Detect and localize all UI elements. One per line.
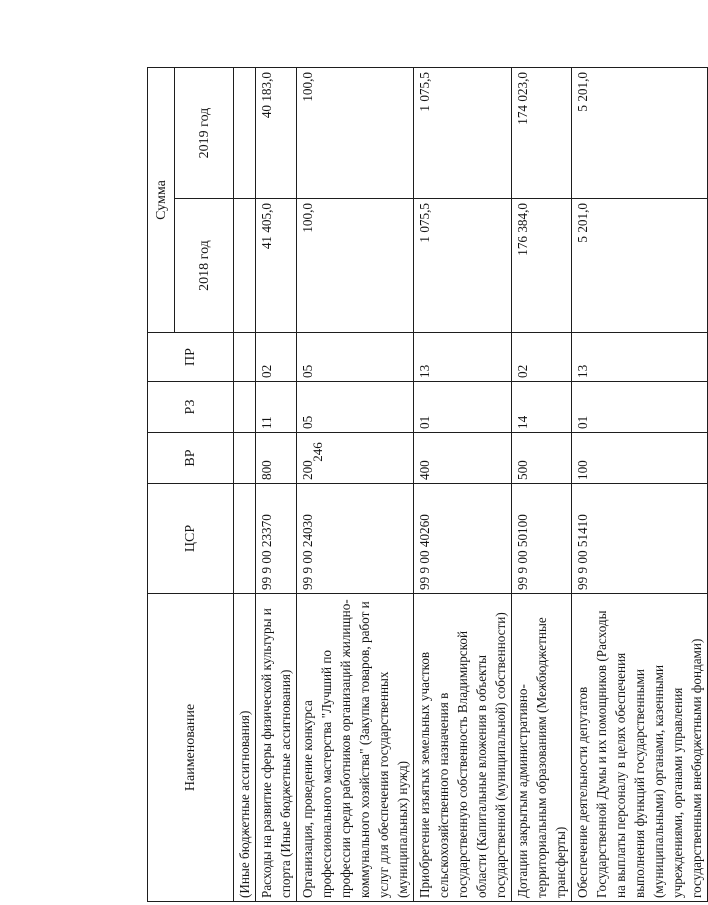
cell-name: Обеспечение деятельности депутатов Государственной Думы и их помощников (Расходы на выплаты персоналу в целях обеспечения выполнения функций государственными (муниципальными) органами, казенными учреждениями, органами управления государственными внебюджетными фондами): [572, 594, 708, 902]
cell-2019: [234, 68, 256, 199]
cell-2019: 5 201,0: [572, 68, 708, 199]
cell-csr: 99 9 00 23370: [256, 484, 297, 594]
cell-pr: 05: [297, 333, 414, 382]
header-sum: Сумма: [148, 68, 175, 333]
budget-table: [147, 67, 708, 902]
cell-pr: 13: [572, 333, 708, 382]
cell-csr: 99 9 00 40260: [414, 484, 512, 594]
cell-vr: 100: [572, 433, 708, 484]
cell-vr: 500: [512, 433, 572, 484]
table-row: [414, 68, 512, 902]
cell-2018: 41 405,0: [256, 199, 297, 333]
cell-pr: 02: [256, 333, 297, 382]
header-name: Наименование: [148, 594, 234, 902]
cell-2019: 1 075,5: [414, 68, 512, 199]
header-csr: ЦСР: [148, 484, 234, 594]
header-rz: РЗ: [148, 382, 234, 433]
header-pr: ПР: [148, 333, 234, 382]
cell-rz: 01: [414, 382, 512, 433]
header-year-2018: 2018 год: [175, 199, 234, 333]
cell-rz: [234, 382, 256, 433]
cell-vr: [234, 433, 256, 484]
cell-2018: 1 075,5: [414, 199, 512, 333]
cell-vr: 800: [256, 433, 297, 484]
cell-pr: 13: [414, 333, 512, 382]
cell-rz: 14: [512, 382, 572, 433]
cell-csr: 99 9 00 24030: [297, 484, 414, 594]
cell-name: Расходы на развитие сферы физической культуры и спорта (Иные бюджетные ассигнования): [256, 594, 297, 902]
cell-name: Приобретение изъятых земельных участков сельскохозяйственного назначения в государственную собственность Владимирской области (Капитальные вложения в объекты государственной (муниципальной) собственности): [414, 594, 512, 902]
cell-2019: 100,0: [297, 68, 414, 199]
cell-csr: 99 9 00 50100: [512, 484, 572, 594]
cell-name: Дотации закрытым административно-территориальным образованиям (Межбюджетные трансферты): [512, 594, 572, 902]
cell-pr: [234, 333, 256, 382]
cell-pr: 02: [512, 333, 572, 382]
rotated-page-content: [147, 62, 704, 902]
table-row: [572, 68, 708, 902]
cell-2019: 40 183,0: [256, 68, 297, 199]
cell-2018: 176 384,0: [512, 199, 572, 333]
cell-csr: 99 9 00 51410: [572, 484, 708, 594]
cell-rz: 11: [256, 382, 297, 433]
header-vr: ВР: [148, 433, 234, 484]
cell-vr: 200: [297, 433, 414, 484]
table-row: [234, 68, 256, 902]
table-row: [256, 68, 297, 902]
cell-name: (Иные бюджетные ассигнования): [234, 594, 256, 902]
cell-2018: 100,0: [297, 199, 414, 333]
page-number: 246: [310, 442, 325, 462]
cell-csr: [234, 484, 256, 594]
table-row: [297, 68, 414, 902]
cell-2019: 174 023,0: [512, 68, 572, 199]
cell-rz: 01: [572, 382, 708, 433]
cell-name: Организация, проведение конкурса профессионального мастерства "Лучший по профессии среди работников организаций жилищно-коммунального хозяйства" (Закупка товаров, работ и услуг для обеспечения государственных (муниципальных) нужд): [297, 594, 414, 902]
cell-vr: 400: [414, 433, 512, 484]
table-row: [512, 68, 572, 902]
cell-2018: 5 201,0: [572, 199, 708, 333]
cell-2018: [234, 199, 256, 333]
cell-rz: 05: [297, 382, 414, 433]
header-year-2019: 2019 год: [175, 68, 234, 199]
